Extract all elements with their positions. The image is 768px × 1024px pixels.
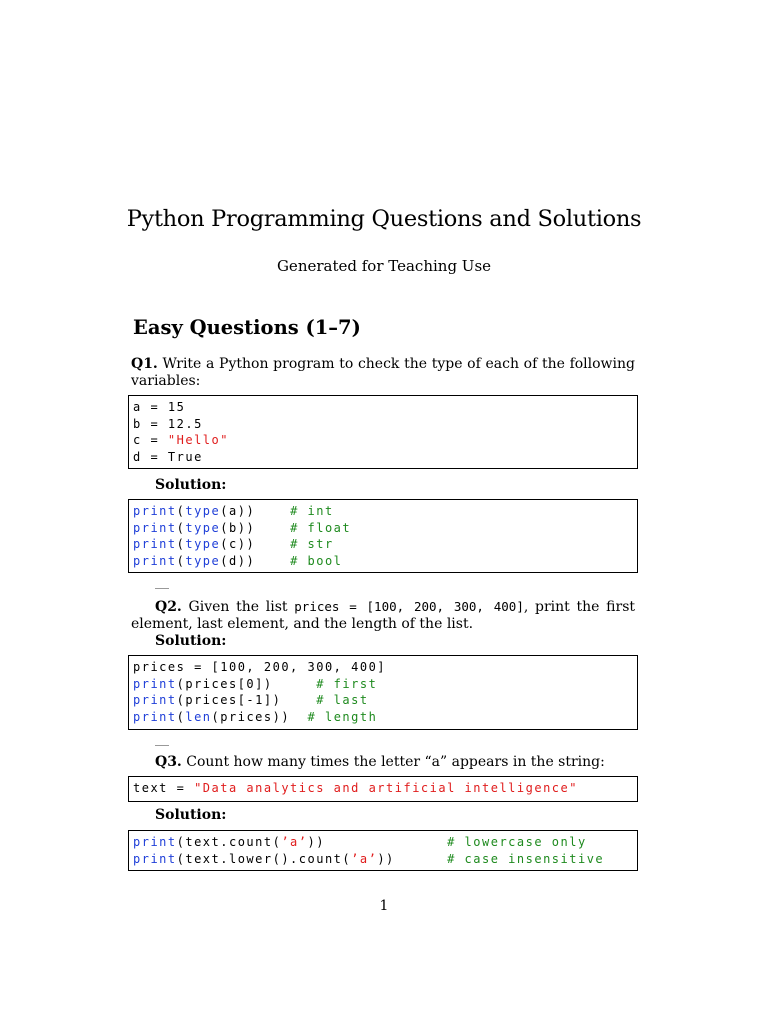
q2-number: Q2. xyxy=(155,599,182,615)
code-line xyxy=(133,834,633,851)
q3-solution-code xyxy=(128,830,638,871)
code-token: (b)) xyxy=(220,520,291,535)
code-line xyxy=(133,536,633,553)
code-token: print xyxy=(133,710,177,725)
code-token: print xyxy=(133,693,177,708)
code-token: print xyxy=(133,520,177,535)
code-token: ( xyxy=(176,520,186,535)
code-token: (a)) xyxy=(220,504,291,518)
q1-question xyxy=(131,356,635,390)
code-line xyxy=(133,676,633,693)
code-line xyxy=(133,520,633,537)
q2-text-after: , print the first element, last element, and the length of the list. xyxy=(131,599,636,632)
document-subtitle: Generated for Teaching Use xyxy=(276,257,492,275)
code-token: ( xyxy=(176,504,186,518)
code-token: type xyxy=(185,504,221,518)
code-line xyxy=(133,553,633,570)
code-token: prices = [100, 200, 300, 400] xyxy=(133,660,387,674)
q2-inline-code: prices = [100, 200, 300, 400] xyxy=(294,599,524,614)
q2-solution-label: Solution: xyxy=(155,633,227,649)
section-heading: Easy Questions (1–7) xyxy=(133,316,361,339)
code-token: ’a’ xyxy=(281,835,308,849)
q1-text: Write a Python program to check the type of each of the following variables: xyxy=(131,356,635,389)
code-token: (text.count( xyxy=(176,835,282,849)
code-token: ( xyxy=(176,554,186,569)
q3-text: Count how many times the letter “a” appears in the string: xyxy=(186,754,605,770)
code-line xyxy=(133,780,633,797)
code-token: # case insensitive xyxy=(447,851,605,866)
q2-question xyxy=(131,598,635,633)
q1-number: Q1. xyxy=(131,356,158,372)
code-token: # bool xyxy=(290,554,343,569)
q2-solution-code xyxy=(128,655,638,730)
q1-code-block xyxy=(128,395,638,469)
code-token: b = 12.5 xyxy=(133,416,203,431)
code-token: c = xyxy=(133,433,168,448)
code-token: ( xyxy=(176,710,186,725)
document-title: Python Programming Questions and Solutions xyxy=(126,206,642,232)
code-token: )) xyxy=(377,851,448,866)
code-token: # float xyxy=(290,520,352,535)
code-token: len xyxy=(185,710,212,725)
code-line xyxy=(133,503,633,520)
code-token: (prices[-1]) xyxy=(176,693,317,708)
code-token: # lowercase only xyxy=(447,835,587,849)
code-line xyxy=(133,449,633,466)
code-line xyxy=(133,692,633,709)
code-line xyxy=(133,432,633,449)
code-line xyxy=(133,709,633,726)
code-token: print xyxy=(133,835,177,849)
q3-solution-label: Solution: xyxy=(155,807,227,823)
code-token: type xyxy=(185,520,221,535)
code-token: # length xyxy=(307,710,378,725)
q1-solution-code xyxy=(128,499,638,573)
code-line xyxy=(133,416,633,433)
code-token: a = 15 xyxy=(133,400,186,414)
code-token: d = True xyxy=(133,450,203,465)
code-token: (prices)) xyxy=(211,710,308,725)
code-token: (d)) xyxy=(220,554,291,569)
separator xyxy=(155,588,169,589)
code-token: ’a’ xyxy=(351,851,378,866)
code-token: (prices[0]) xyxy=(176,676,317,691)
code-token: # int xyxy=(290,504,334,518)
code-token: type xyxy=(185,554,221,569)
code-token: print xyxy=(133,676,177,691)
code-token: ( xyxy=(176,537,186,552)
code-token: print xyxy=(133,504,177,518)
code-token: # first xyxy=(316,676,378,691)
code-token: print xyxy=(133,537,177,552)
code-token: (text.lower().count( xyxy=(176,851,352,866)
code-token: (c)) xyxy=(220,537,291,552)
code-token: "Hello" xyxy=(167,433,229,448)
q1-solution-label: Solution: xyxy=(155,477,227,493)
code-token: print xyxy=(133,554,177,569)
code-token: # str xyxy=(290,537,334,552)
code-line xyxy=(133,399,633,416)
q3-code-block xyxy=(128,776,638,802)
q3-question xyxy=(155,754,635,771)
code-token: # last xyxy=(316,693,369,708)
code-line xyxy=(133,659,633,676)
q3-number: Q3. xyxy=(155,754,182,770)
code-token: "Data analytics and artificial intelligence" xyxy=(194,781,578,795)
code-token: print xyxy=(133,851,177,866)
code-line xyxy=(133,851,633,868)
page-number: 1 xyxy=(379,898,389,914)
code-token: )) xyxy=(307,835,448,849)
code-token: text = xyxy=(133,781,195,795)
q2-text-before: Given the list xyxy=(188,599,295,615)
separator xyxy=(155,745,169,746)
code-token: type xyxy=(185,537,221,552)
